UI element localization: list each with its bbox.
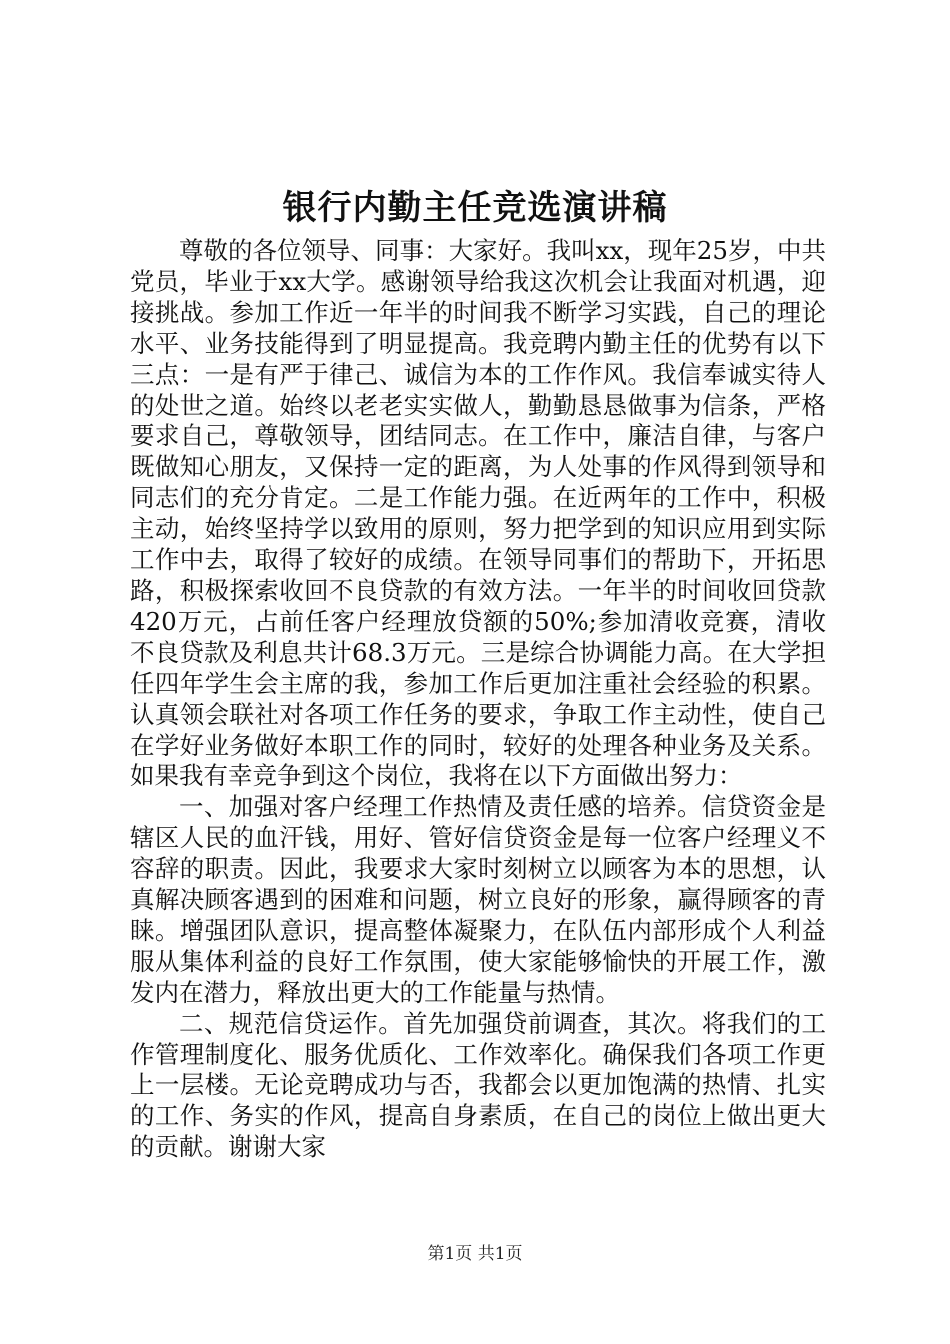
paragraph-point-two: 二、规范信贷运作。首先加强贷前调查，其次。将我们的工作管理制度化、服务优质化、工作效率化。确保我们各项工作更上一层楼。无论竞聘成功与否，我都会以更加饱满的热情、扎实的工作、务实的作风，提高自身素质，在自己的岗位上做出更大的贡献。谢谢大家 — [130, 1008, 826, 1162]
page-number-footer: 第1页 共1页 — [427, 1244, 523, 1264]
document-title: 银行内勤主任竞选演讲稿 — [282, 188, 668, 228]
document-body — [130, 236, 826, 1163]
paragraph-point-one: 一、加强对客户经理工作热情及责任感的培养。信贷资金是辖区人民的血汗钱，用好、管好信贷资金是每一位客户经理义不容辞的职责。因此，我要求大家时刻树立以顾客为本的思想，认真解决顾客遇到的困难和问题，树立良好的形象，赢得顾客的青睐。增强团队意识，提高整体凝聚力，在队伍内部形成个人利益服从集体利益的良好工作氛围，使大家能够愉快的开展工作，激发内在潜力，释放出更大的工作能量与热情。 — [130, 792, 826, 1007]
paragraph-intro: 尊敬的各位领导、同事：大家好。我叫xx，现年25岁，中共党员，毕业于xx大学。感谢领导给我这次机会让我面对机遇，迎接挑战。参加工作近一年半的时间我不断学习实践，自己的理论水平、业务技能得到了明显提高。我竞聘内勤主任的优势有以下三点：一是有严于律己、诚信为本的工作作风。我信奉诚实待人的处世之道。始终以老老实实做人，勤勤恳恳做事为信条，严格要求自己，尊敬领导，团结同志。在工作中，廉洁自律，与客户既做知心朋友，又保持一定的距离，为人处事的作风得到领导和同志们的充分肯定。二是工作能力强。在近两年的工作中，积极主动，始终坚持学以致用的原则，努力把学到的知识应用到实际工作中去，取得了较好的成绩。在领导同事们的帮助下，开拓思路，积极探索收回不良贷款的有效方法。一年半的时间收回贷款420万元，占前任客户经理放贷额的50%;参加清收竞赛，清收不良贷款及利息共计68.3万元。三是综合协调能力高。在大学担任四年学生会主席的我，参加工作后更加注重社会经验的积累。认真领会联社对各项工作任务的要求，争取工作主动性，使自己在学好业务做好本职工作的同时，较好的处理各种业务及关系。如果我有幸竞争到这个岗位，我将在以下方面做出努力： — [130, 236, 826, 791]
